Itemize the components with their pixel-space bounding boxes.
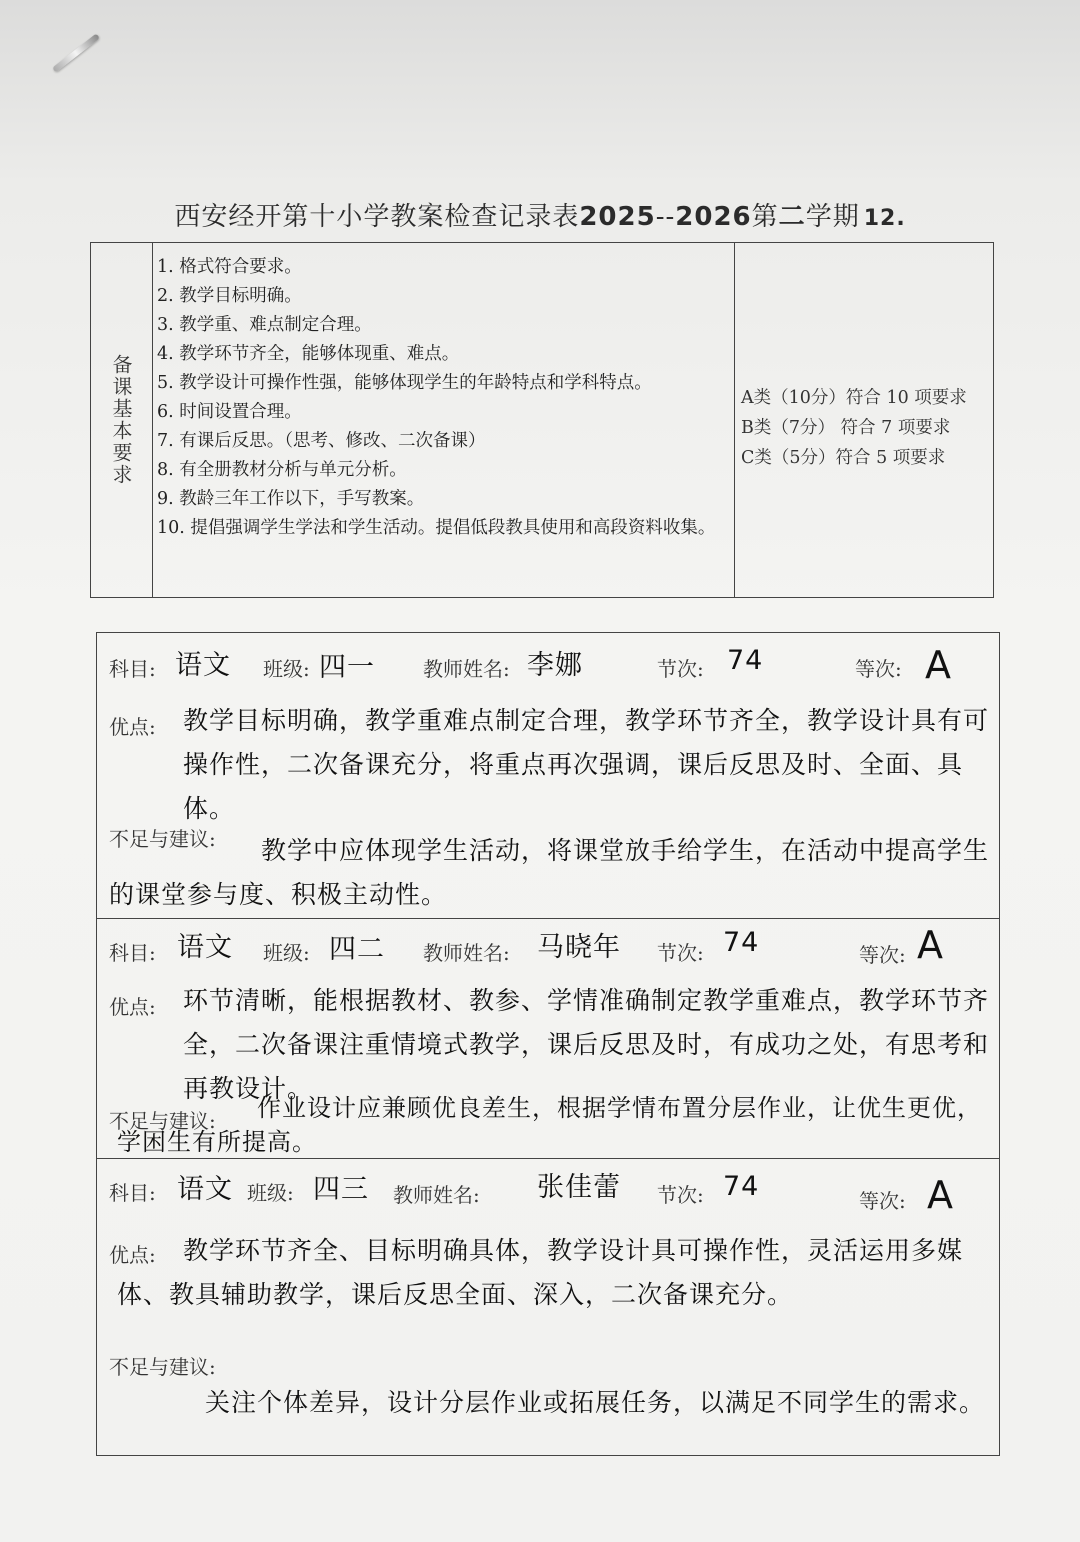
title-note: 12. xyxy=(863,206,906,231)
requirement-item: 6. 时间设置合理。 xyxy=(157,402,302,422)
grade-criterion-a: A类（10分）符合 10 项要求 xyxy=(741,388,967,408)
grade-criterion-b: B类（7分） 符合 7 项要求 xyxy=(741,418,951,438)
requirements-list xyxy=(153,243,735,597)
grade-value: A xyxy=(917,923,944,967)
requirement-item: 2. 教学目标明确。 xyxy=(157,286,302,306)
staple-icon xyxy=(52,33,100,72)
title-year-start: 2025 xyxy=(579,202,656,232)
title-year-end: 2026 xyxy=(675,202,752,232)
lessons-label: 节次: xyxy=(657,1183,704,1207)
grade-label: 等次: xyxy=(859,943,906,967)
suggestions-label: 不足与建议: xyxy=(109,827,216,851)
lessons-value: 74 xyxy=(723,1171,760,1202)
suggestions-text: 作业设计应兼顾优良差生，根据学情布置分层作业，让优生更优，学困生有所提高。 xyxy=(117,1094,982,1156)
lessons-value: 74 xyxy=(727,645,764,676)
suggestions-text: 教学中应体现学生活动，将课堂放手给学生，在活动中提高学生的课堂参与度、积极主动性。 xyxy=(109,836,990,909)
title-sep: -- xyxy=(655,202,676,232)
subject-value: 语文 xyxy=(175,650,231,681)
requirement-item: 10. 提倡强调学生学法和学生活动。提倡低段教具使用和高段资料收集。 xyxy=(157,518,716,538)
grade-value: A xyxy=(927,1173,954,1217)
class-value: 四二 xyxy=(329,934,385,965)
suggestions-label: 不足与建议: xyxy=(109,1109,216,1133)
strengths-text: 教学目标明确，教学重难点制定合理，教学环节齐全，教学设计具有可操作性，二次备课充分，将重点再次强调，课后反思及时、全面、具体。 xyxy=(183,706,990,823)
strengths-label: 优点: xyxy=(109,715,156,739)
evaluation-entry xyxy=(97,918,999,1158)
subject-label: 科目: xyxy=(109,1181,156,1205)
teacher-value: 张佳蕾 xyxy=(537,1172,621,1203)
class-value: 四三 xyxy=(313,1174,369,1205)
lessons-value: 74 xyxy=(723,927,760,958)
evaluation-entry xyxy=(97,633,999,918)
title-prefix: 西安经开第十小学教案检查记录表 xyxy=(174,202,580,232)
grade-label: 等次: xyxy=(859,1189,906,1213)
lessons-label: 节次: xyxy=(657,941,704,965)
grade-criterion-c: C类（5分）符合 5 项要求 xyxy=(741,448,946,468)
teacher-label: 教师姓名: xyxy=(423,657,510,681)
subject-label: 科目: xyxy=(109,941,156,965)
strengths-label: 优点: xyxy=(109,995,156,1019)
requirement-item: 5. 教学设计可操作性强，能够体现学生的年龄特点和学科特点。 xyxy=(157,373,652,393)
requirements-label-cell xyxy=(91,243,153,597)
subject-value: 语文 xyxy=(177,932,233,963)
requirement-item: 4. 教学环节齐全，能够体现重、难点。 xyxy=(157,344,460,364)
requirement-item: 9. 教龄三年工作以下，手写教案。 xyxy=(157,489,425,509)
title-term-suffix: 学期 xyxy=(805,202,860,232)
teacher-label: 教师姓名: xyxy=(393,1183,480,1207)
teacher-value: 李娜 xyxy=(527,650,583,681)
evaluation-table xyxy=(96,632,1000,1456)
requirement-item: 8. 有全册教材分析与单元分析。 xyxy=(157,460,407,480)
class-label: 班级: xyxy=(263,941,310,965)
grade-label: 等次: xyxy=(855,657,902,681)
requirement-item: 3. 教学重、难点制定合理。 xyxy=(157,315,372,335)
requirements-table xyxy=(90,242,994,598)
grading-criteria xyxy=(735,243,993,597)
title-term-prefix: 第 xyxy=(751,202,779,232)
requirement-item: 7. 有课后反思。（思考、修改、二次备课） xyxy=(157,431,486,451)
requirement-item: 1. 格式符合要求。 xyxy=(157,257,302,277)
lessons-label: 节次: xyxy=(657,657,704,681)
page-title xyxy=(0,196,1080,233)
strengths-text: 教学环节齐全、目标明确具体，教学设计具可操作性，灵活运用多媒体、教具辅助教学，课后反思全面、深入，二次备课充分。 xyxy=(117,1236,964,1309)
strengths-label: 优点: xyxy=(109,1243,156,1267)
teacher-label: 教师姓名: xyxy=(423,941,510,965)
title-term-value: 二 xyxy=(778,202,806,232)
requirements-label: 备课基本要求 xyxy=(109,354,133,486)
class-label: 班级: xyxy=(247,1181,294,1205)
subject-value: 语文 xyxy=(177,1174,233,1205)
strengths-text: 环节清晰，能根据教材、教参、学情准确制定教学重难点，教学环节齐全，二次备课注重情境式教学，课后反思及时，有成功之处，有思考和再教设计。 xyxy=(183,986,990,1103)
suggestions-text: 关注个体差异，设计分层作业或拓展任务，以满足不同学生的需求。 xyxy=(205,1388,986,1417)
class-label: 班级: xyxy=(263,657,310,681)
evaluation-entry xyxy=(97,1158,999,1455)
teacher-value: 马晓年 xyxy=(537,932,621,963)
suggestions-label: 不足与建议: xyxy=(109,1355,216,1379)
class-value: 四一 xyxy=(319,652,375,683)
subject-label: 科目: xyxy=(109,657,156,681)
grade-value: A xyxy=(925,643,952,687)
